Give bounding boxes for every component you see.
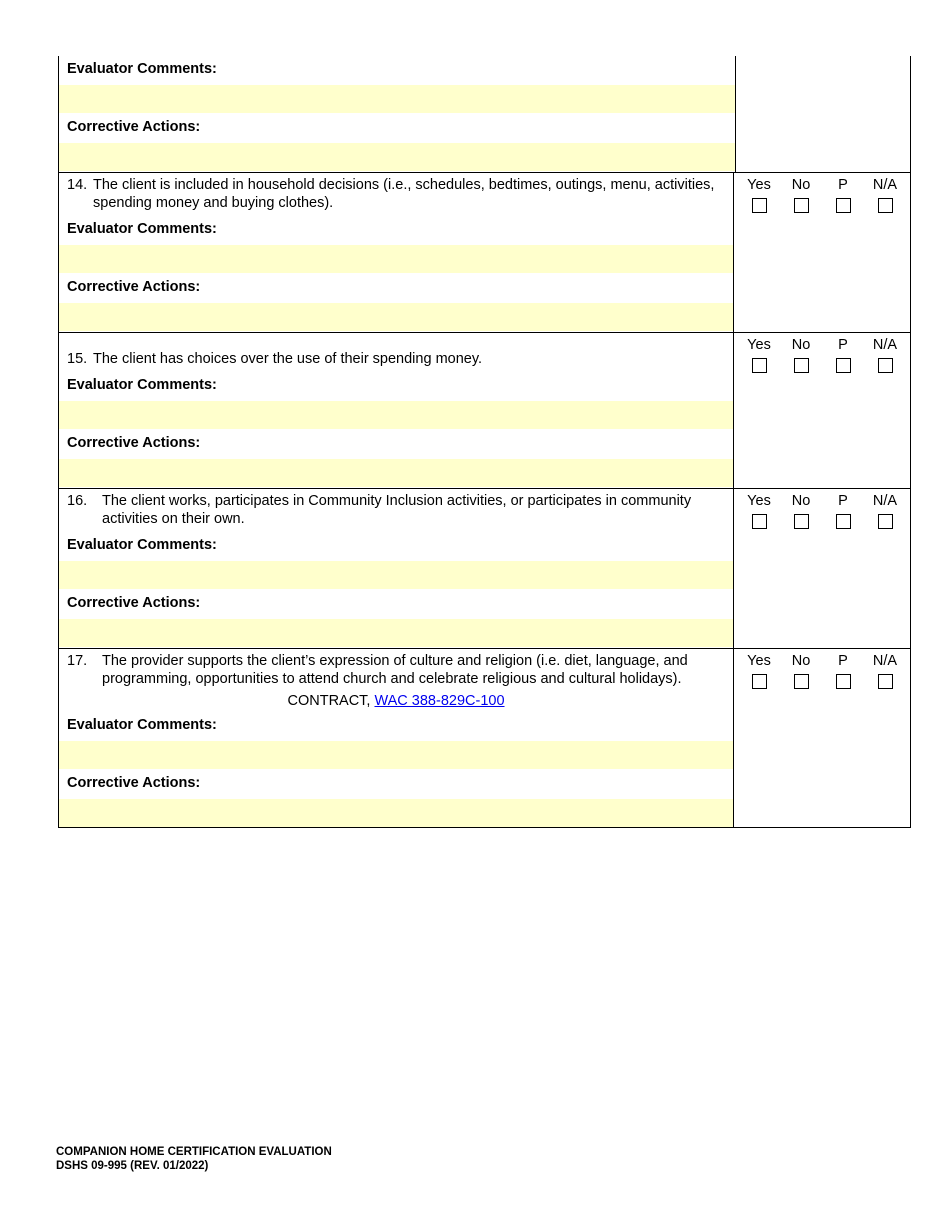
checkbox-na[interactable]: [878, 198, 893, 213]
option-p[interactable]: [822, 337, 864, 373]
checkbox-no[interactable]: [794, 198, 809, 213]
option-label: No: [791, 653, 811, 669]
checkbox-no[interactable]: [794, 358, 809, 373]
option-na[interactable]: [864, 337, 906, 373]
option-no[interactable]: [780, 653, 822, 689]
option-na[interactable]: [864, 493, 906, 529]
corrective-actions-label: Corrective Actions:: [59, 590, 733, 619]
evaluator-comments-label: Evaluator Comments:: [59, 56, 735, 85]
option-label: N/A: [872, 493, 898, 509]
evaluator-comments-field[interactable]: [59, 245, 733, 274]
answer-options: [734, 649, 910, 689]
question-14-text-block: [59, 173, 733, 216]
evaluator-comments-label: Evaluator Comments:: [59, 372, 733, 401]
evaluation-form: [58, 56, 911, 828]
option-no[interactable]: [780, 337, 822, 373]
option-yes[interactable]: [738, 493, 780, 529]
question-number: 14.: [67, 177, 88, 193]
corrective-actions-label: Corrective Actions:: [59, 430, 733, 459]
checkbox-yes[interactable]: [752, 514, 767, 529]
option-label: N/A: [872, 653, 898, 669]
option-no[interactable]: [780, 177, 822, 213]
question-16-text-block: [59, 489, 733, 532]
option-yes[interactable]: [738, 337, 780, 373]
question-14-content: [59, 173, 734, 332]
option-label: P: [838, 177, 848, 193]
checkbox-na[interactable]: [878, 514, 893, 529]
answer-column: [736, 56, 910, 172]
option-label: Yes: [747, 177, 771, 193]
checkbox-yes[interactable]: [752, 358, 767, 373]
question-16-content: [59, 489, 734, 648]
checkbox-na[interactable]: [878, 674, 893, 689]
option-label: Yes: [747, 493, 771, 509]
question-15-text-block: [59, 333, 733, 372]
answer-column: [734, 173, 910, 332]
option-yes[interactable]: [738, 653, 780, 689]
evaluator-comments-field[interactable]: [59, 85, 735, 114]
checkbox-yes[interactable]: [752, 674, 767, 689]
option-label: P: [838, 493, 848, 509]
option-label: No: [791, 177, 811, 193]
option-p[interactable]: [822, 177, 864, 213]
answer-column: [734, 649, 910, 827]
corrective-actions-field[interactable]: [59, 799, 733, 827]
corrective-actions-label: Corrective Actions:: [59, 770, 733, 799]
evaluator-comments-label: Evaluator Comments:: [59, 712, 733, 741]
evaluator-comments-field[interactable]: [59, 741, 733, 770]
contract-prefix: CONTRACT,: [287, 693, 375, 709]
option-p[interactable]: [822, 493, 864, 529]
checkbox-na[interactable]: [878, 358, 893, 373]
question-text: The provider supports the client’s expression of culture and religion (i.e. diet, language, and programming, opportunities to attend church and celebrate religious and cultural holidays).: [102, 653, 688, 687]
corrective-actions-label: Corrective Actions:: [59, 274, 733, 303]
checkbox-yes[interactable]: [752, 198, 767, 213]
question-text: The client is included in household decisions (i.e., schedules, bedtimes, outings, menu, activities, spending money and buying clothes).: [93, 177, 715, 211]
continued-item-fields: [59, 56, 736, 172]
evaluator-comments-field[interactable]: [59, 401, 733, 430]
question-text: The client works, participates in Community Inclusion activities, or participates in community activities on their own.: [102, 493, 692, 527]
option-label: No: [791, 337, 811, 353]
evaluator-comments-field[interactable]: [59, 561, 733, 590]
option-na[interactable]: [864, 653, 906, 689]
question-item-17: [58, 648, 911, 828]
checkbox-p[interactable]: [836, 514, 851, 529]
answer-options: [734, 489, 910, 529]
option-label: P: [838, 337, 848, 353]
question-17-text-block: [59, 649, 733, 712]
answer-options: [734, 333, 910, 373]
checkbox-p[interactable]: [836, 198, 851, 213]
question-number: 15.: [67, 351, 88, 367]
option-label: Yes: [747, 653, 771, 669]
corrective-actions-field[interactable]: [59, 143, 735, 172]
question-text: The client has choices over the use of their spending money.: [93, 351, 483, 367]
evaluator-comments-label: Evaluator Comments:: [59, 216, 733, 245]
corrective-actions-field[interactable]: [59, 619, 733, 648]
checkbox-no[interactable]: [794, 674, 809, 689]
continued-item-section: [58, 56, 911, 172]
answer-column: [734, 489, 910, 648]
checkbox-p[interactable]: [836, 358, 851, 373]
corrective-actions-field[interactable]: [59, 459, 733, 488]
page-footer: [56, 1145, 332, 1173]
option-label: N/A: [872, 177, 898, 193]
form-title: COMPANION HOME CERTIFICATION EVALUATION: [56, 1146, 332, 1158]
question-item-14: [58, 172, 911, 332]
question-15-content: [59, 333, 734, 488]
option-label: P: [838, 653, 848, 669]
answer-column: [734, 333, 910, 488]
checkbox-p[interactable]: [836, 674, 851, 689]
option-no[interactable]: [780, 493, 822, 529]
question-item-16: [58, 488, 911, 648]
contract-reference: [67, 688, 725, 712]
evaluator-comments-label: Evaluator Comments:: [59, 532, 733, 561]
option-label: Yes: [747, 337, 771, 353]
corrective-actions-label: Corrective Actions:: [59, 114, 735, 143]
question-17-content: [59, 649, 734, 827]
option-p[interactable]: [822, 653, 864, 689]
checkbox-no[interactable]: [794, 514, 809, 529]
option-label: N/A: [872, 337, 898, 353]
answer-options: [734, 173, 910, 213]
option-na[interactable]: [864, 177, 906, 213]
question-number: 16.: [67, 493, 88, 509]
option-yes[interactable]: [738, 177, 780, 213]
wac-link[interactable]: WAC 388-829C-100: [374, 693, 505, 709]
question-item-15: [58, 332, 911, 488]
option-label: No: [791, 493, 811, 509]
corrective-actions-field[interactable]: [59, 303, 733, 332]
form-number: DSHS 09-995 (REV. 01/2022): [56, 1160, 209, 1172]
question-number: 17.: [67, 653, 88, 669]
